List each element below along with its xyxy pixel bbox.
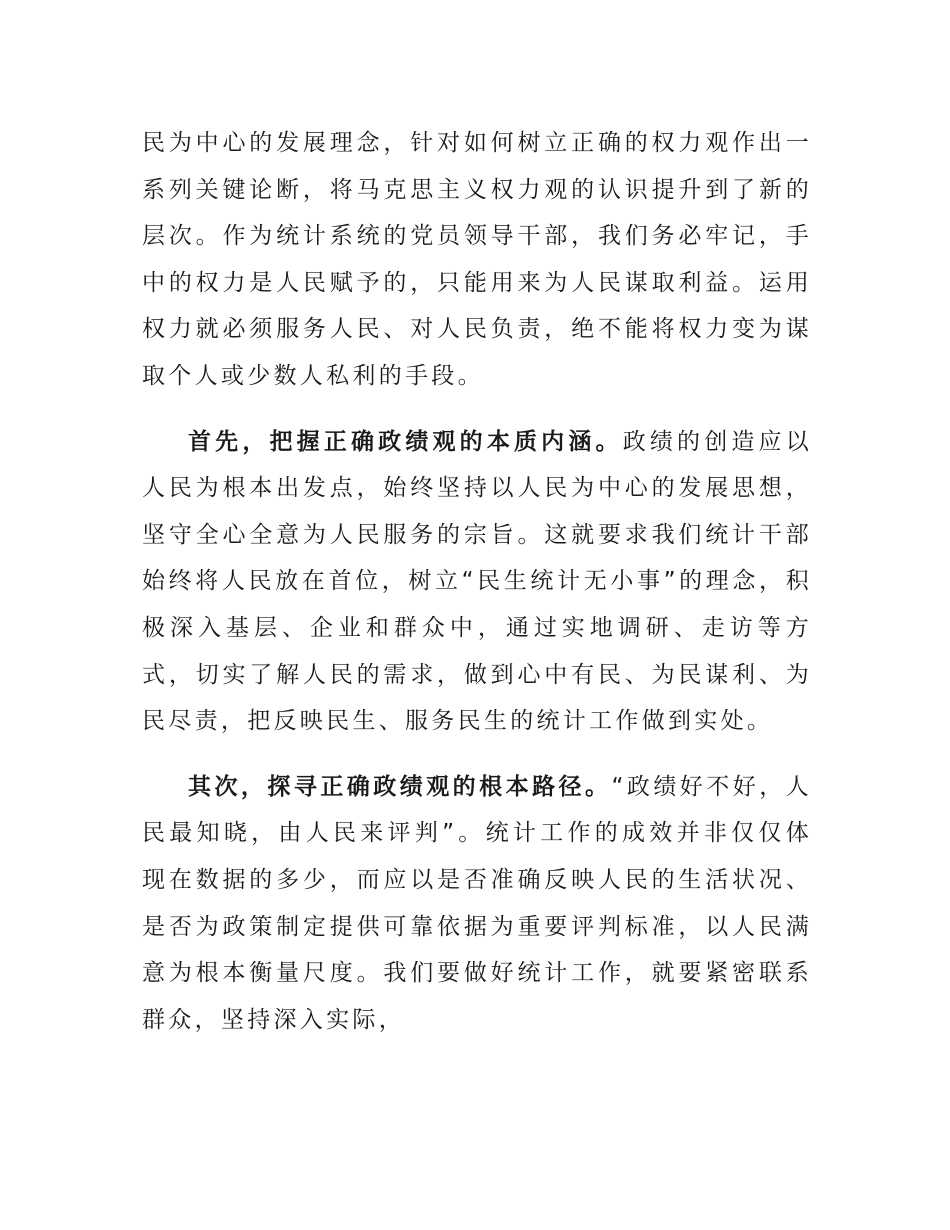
paragraph-heading: 其次，探寻正确政绩观的根本路径。 xyxy=(188,773,612,800)
paragraph-text: 民为中心的发展理念，针对如何树立正确的权力观作出一系列关键论断，将马克思主义权力观的认识提升到了新的层次。作为统计系统的党员领导干部，我们务必牢记，手中的权力是人民赋予的，只能用来为人民谋取利益。运用权力就必须服务人民、对人民负责，绝不能将权力变为谋取个人或少数人私利的手段。 xyxy=(142,130,812,389)
document-page xyxy=(142,120,812,1062)
paragraph-text: 政绩的创造应以人民为根本出发点，始终坚持以人民为中心的发展思想，坚守全心全意为人民服务的宗旨。这就要求我们统计干部始终将人民放在首位，树立“民生统计无小事”的理念，积极深入基层、企业和群众中，通过实地调研、走访等方式，切实了解人民的需求，做到心中有民、为民谋利、为民尽责，把反映民生、服务民生的统计工作做到实处。 xyxy=(142,428,812,735)
paragraph-text: “政绩好不好，人民最知晓，由人民来评判”。统计工作的成效并非仅仅体现在数据的多少，而应以是否准确反映人民的生活状况、是否为政策制定提供可靠依据为重要评判标准，以人民满意为根本衡量尺度。我们要做好统计工作，就要紧密联系群众，坚持深入实际， xyxy=(142,773,812,1033)
paragraph-heading: 首先，把握正确政绩观的本质内涵。 xyxy=(188,428,623,455)
paragraph-first-point xyxy=(142,419,812,745)
paragraph-second-point xyxy=(142,764,812,1044)
paragraph-continuation xyxy=(142,120,812,400)
